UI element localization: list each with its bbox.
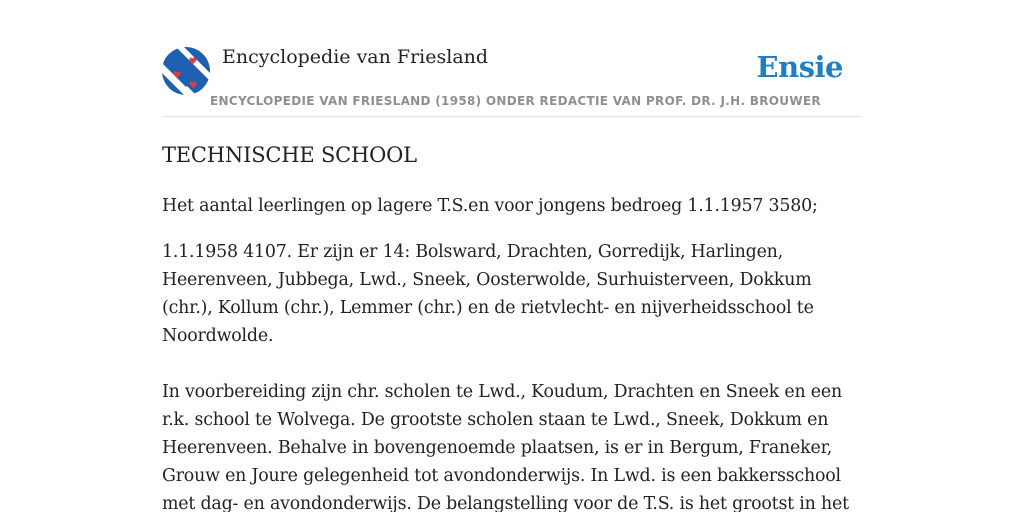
site-subtitle: ENCYCLOPEDIE VAN FRIESLAND (1958) ONDER REDACTIE VAN PROF. DR. J.H. BROUWER xyxy=(210,94,821,108)
article xyxy=(162,140,867,512)
article-paragraph-2: 1.1.1958 4107. Er zijn er 14: Bolsward, Drachten, Gorredijk, Harlingen, Heerenveen, Jubbega, Lwd., Sneek, Oosterwolde, Surhuisterveen, Dokkum (chr.), Kollum (chr.), Lemmer (chr.) en de rietvlecht- en nijverheidsschool te Noordwolde. xyxy=(162,242,814,346)
site-title[interactable]: Encyclopedie van Friesland xyxy=(222,46,489,68)
frisian-flag-icon[interactable] xyxy=(162,47,210,95)
article-title: TECHNISCHE SCHOOL xyxy=(162,143,417,167)
site-header xyxy=(162,44,862,117)
article-paragraph-1: Het aantal leerlingen op lagere T.S.en voor jongens bedroeg 1.1.1957 3580; xyxy=(162,196,818,216)
ensie-brand-link[interactable]: Ensie xyxy=(756,50,843,84)
article-paragraph-3: In voorbereiding zijn chr. scholen te Lwd., Koudum, Drachten en Sneek en een r.k. school te Wolvega. De grootste scholen staan te Lwd., Sneek, Dokkum en Heerenveen. Behalve in bovengenoemde plaatsen, is er in Bergum, Franeker, Grouw en Joure gelegenheid tot avondonderwijs. In Lwd. is een bakkersschool met dag- en avondonderwijs. De belangstelling voor de T.S. is het grootst in het xyxy=(162,382,849,512)
